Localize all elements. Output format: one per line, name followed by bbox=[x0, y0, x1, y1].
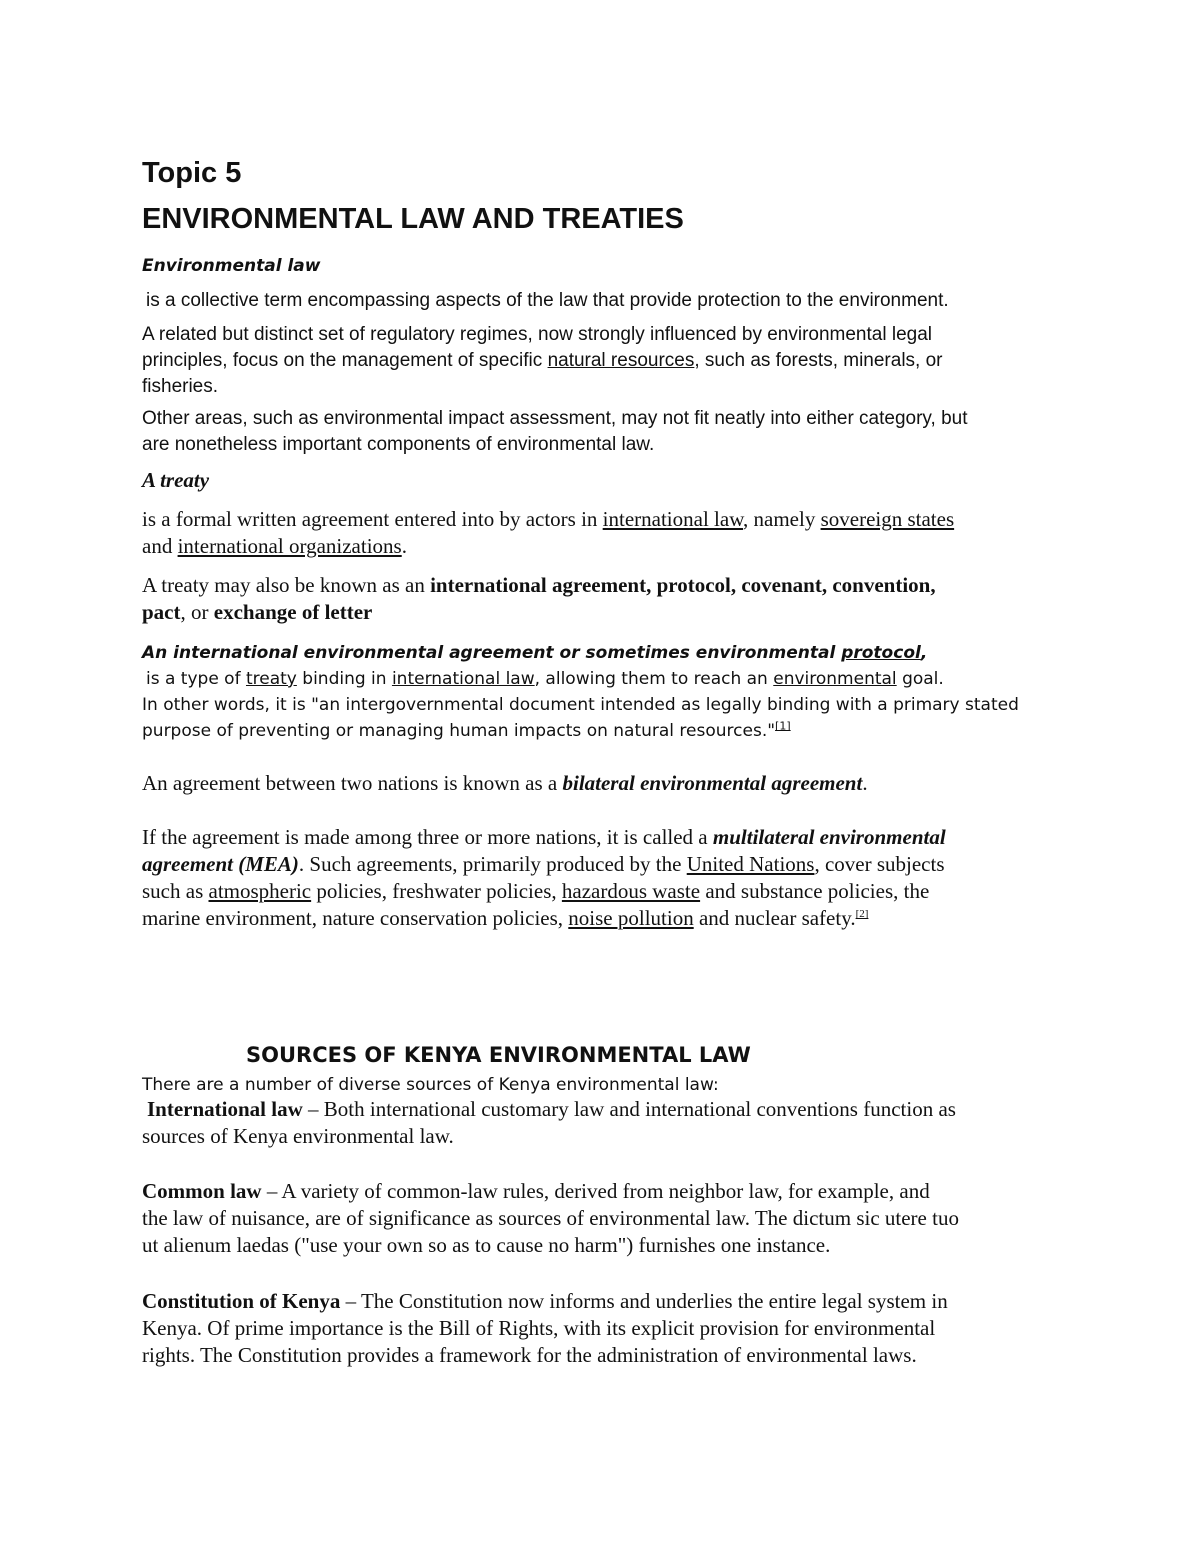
text-span: An agreement between two nations is known as a bbox=[142, 771, 563, 795]
source-common-law bbox=[142, 1178, 1072, 1259]
text-line: fisheries. bbox=[142, 376, 219, 397]
text-span: is a formal written agreement entered into by actors in bbox=[142, 507, 603, 531]
env-law-paragraph-2 bbox=[142, 322, 1072, 400]
topic-label: Topic 5 bbox=[142, 157, 242, 189]
common-law-term: Common law bbox=[142, 1179, 262, 1203]
text-span: – Both international customary law and international conventions function as bbox=[302, 1097, 956, 1121]
environmental-link[interactable]: environmental bbox=[773, 669, 897, 689]
bold-span: pact bbox=[142, 600, 181, 624]
text-span: purpose of preventing or managing human impacts on natural resources." bbox=[142, 721, 776, 741]
text-span: principles, focus on the management of specific bbox=[142, 350, 548, 371]
bilateral-paragraph bbox=[142, 770, 1072, 797]
text-span: goal. bbox=[896, 669, 944, 689]
noise-pollution-link[interactable]: noise pollution bbox=[568, 906, 694, 930]
constitution-term: Constitution of Kenya bbox=[142, 1289, 341, 1313]
multilateral-term: multilateral environmental bbox=[712, 825, 946, 849]
treaty-definition bbox=[142, 506, 1072, 560]
text-span: , or bbox=[180, 600, 214, 624]
sovereign-states-link[interactable]: sovereign states bbox=[820, 507, 955, 531]
reference-link-2[interactable]: [2] bbox=[855, 908, 869, 920]
env-law-definition-text: is a collective term encompassing aspects of the law that provide protection to the environment. bbox=[146, 290, 949, 311]
text-span: If the agreement is made among three or more nations, it is called a bbox=[142, 825, 713, 849]
env-law-definition bbox=[142, 288, 1072, 314]
iea-section bbox=[142, 640, 1072, 744]
source-constitution bbox=[142, 1288, 1072, 1369]
text-span: . Such agreements, primarily produced by the bbox=[298, 852, 687, 876]
sources-intro: There are a number of diverse sources of Kenya environmental law: bbox=[142, 1075, 719, 1095]
reference-link-1[interactable]: [1] bbox=[775, 719, 791, 733]
international-law-term: International law bbox=[147, 1097, 303, 1121]
bold-span: international agreement, protocol, covenant, convention, bbox=[430, 573, 936, 597]
text-line: In other words, it is "an intergovernmental document intended as legally binding with a primary stated bbox=[142, 695, 1019, 715]
text-span: , such as forests, minerals, or bbox=[694, 350, 943, 371]
sources-heading: SOURCES OF KENYA ENVIRONMENTAL LAW bbox=[246, 1043, 751, 1067]
multilateral-paragraph bbox=[142, 824, 1072, 932]
natural-resources-link[interactable]: natural resources bbox=[547, 350, 695, 371]
international-law-link[interactable]: international law bbox=[602, 507, 744, 531]
page-title: ENVIRONMENTAL LAW AND TREATIES bbox=[142, 203, 684, 235]
env-law-heading: Environmental law bbox=[142, 256, 321, 276]
source-international-law bbox=[142, 1096, 1072, 1150]
text-span: and nuclear safety. bbox=[693, 906, 856, 930]
text-span: , bbox=[920, 643, 928, 663]
text-line: are nonetheless important components of environmental law. bbox=[142, 434, 655, 455]
text-span: . bbox=[862, 771, 868, 795]
text-span: binding in bbox=[296, 669, 392, 689]
text-span: such as bbox=[142, 879, 209, 903]
text-span: – A variety of common-law rules, derived from neighbor law, for example, and bbox=[261, 1179, 930, 1203]
bilateral-term: bilateral environmental agreement bbox=[562, 771, 863, 795]
mea-term: agreement (MEA) bbox=[142, 852, 299, 876]
atmospheric-link[interactable]: atmospheric bbox=[208, 879, 312, 903]
text-line: sources of Kenya environmental law. bbox=[142, 1124, 454, 1148]
text-span: , allowing them to reach an bbox=[534, 669, 774, 689]
united-nations-link[interactable]: United Nations bbox=[686, 852, 815, 876]
text-span: and substance policies, the bbox=[700, 879, 930, 903]
text-line: Kenya. Of prime importance is the Bill of Rights, with its explicit provision for environmental bbox=[142, 1316, 936, 1340]
international-law-link-2[interactable]: international law bbox=[391, 669, 535, 689]
treaty-aliases bbox=[142, 572, 1072, 626]
bold-span: exchange of letter bbox=[213, 600, 373, 624]
text-span: A treaty may also be known as an bbox=[142, 573, 431, 597]
env-law-paragraph-3 bbox=[142, 406, 1072, 458]
text-line: ut alienum laedas ("use your own so as to cause no harm") furnishes one instance. bbox=[142, 1233, 831, 1257]
treaty-heading: A treaty bbox=[142, 468, 210, 492]
text-span: and bbox=[142, 534, 178, 558]
text-span: policies, freshwater policies, bbox=[311, 879, 562, 903]
text-span: is a type of bbox=[146, 669, 246, 689]
international-organizations-link[interactable]: international organizations bbox=[177, 534, 402, 558]
text-line: Other areas, such as environmental impact assessment, may not fit neatly into either category, but bbox=[142, 408, 968, 429]
text-line: A related but distinct set of regulatory regimes, now strongly influenced by environmental legal bbox=[142, 324, 932, 345]
protocol-link[interactable]: protocol bbox=[841, 643, 921, 663]
text-line: rights. The Constitution provides a framework for the administration of environmental laws. bbox=[142, 1343, 917, 1367]
text-span: . bbox=[401, 534, 407, 558]
iea-heading: An international environmental agreement or sometimes environmental bbox=[142, 643, 842, 663]
text-span: marine environment, nature conservation policies, bbox=[142, 906, 569, 930]
text-span: – The Constitution now informs and underlies the entire legal system in bbox=[340, 1289, 948, 1313]
text-span: , namely bbox=[743, 507, 821, 531]
treaty-link[interactable]: treaty bbox=[245, 669, 297, 689]
hazardous-waste-link[interactable]: hazardous waste bbox=[561, 879, 701, 903]
text-span: , cover subjects bbox=[814, 852, 945, 876]
text-line: the law of nuisance, are of significance as sources of environmental law. The dictum sic utere tuo bbox=[142, 1206, 959, 1230]
